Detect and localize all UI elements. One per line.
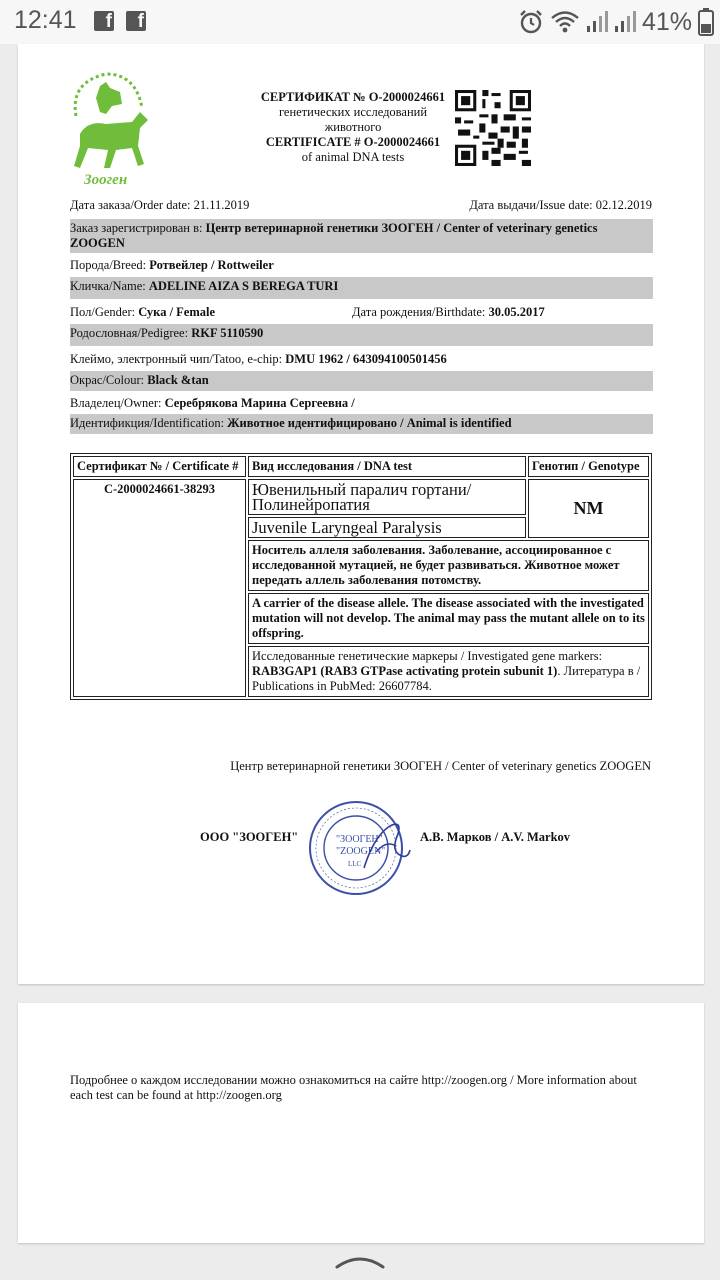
chip-label: Клеймо, электронный чип/Tatoo, e-chip: bbox=[70, 352, 286, 366]
breed-value: Ротвейлер / Rottweiler bbox=[149, 258, 274, 272]
name-row bbox=[70, 277, 653, 299]
test-name-en: Juvenile Laryngeal Paralysis bbox=[248, 517, 526, 538]
identification-row bbox=[70, 414, 653, 434]
colour-value: Black &tan bbox=[147, 373, 209, 387]
battery-percent: 41% bbox=[641, 7, 692, 36]
pedigree-row bbox=[70, 324, 653, 346]
header-dna-test: Вид исследования / DNA test bbox=[248, 456, 526, 477]
header-genotype: Генотип / Genotype bbox=[528, 456, 649, 477]
gender-value: Сука / Female bbox=[138, 305, 216, 319]
name-value: ADELINE AIZA S BEREGA TURI bbox=[148, 279, 339, 293]
markers-gene: RAB3GAP1 (RAB3 GTPase activating protein subunit 1) bbox=[252, 664, 558, 678]
breed-row bbox=[70, 256, 653, 275]
center-line: Центр ветеринарной генетики ЗООГЕН / Center of veterinary genetics ZOOGEN bbox=[230, 759, 651, 773]
results-table bbox=[70, 453, 652, 700]
status-time: 12:41 bbox=[14, 6, 77, 34]
owner-row bbox=[70, 394, 653, 413]
logo-text: Зоoген bbox=[84, 172, 128, 188]
registered-label: Заказ зарегистрирован в: bbox=[70, 221, 206, 235]
header-certificate: Сертификат № / Certificate # bbox=[73, 456, 246, 477]
registered-row bbox=[70, 219, 653, 253]
more-info-text: Подробнее о каждом исследовании можно ознакомиться на сайте http://zoogen.org / More information about each test can be found at http://zoogen.org bbox=[70, 1073, 637, 1102]
wifi-icon bbox=[550, 9, 580, 35]
owner-value: Серебрякова Марина Сергеевна / bbox=[164, 396, 355, 410]
test-name-ru: Ювенильный паралич гортани/Полинейропатия bbox=[248, 479, 526, 515]
chevron-up-icon[interactable] bbox=[335, 1251, 385, 1271]
signer-name: А.В. Марков / A.V. Markov bbox=[420, 830, 571, 844]
birthdate-value: 30.05.2017 bbox=[488, 305, 545, 319]
cert-subtitle-ru-1: генетических исследований bbox=[278, 105, 428, 119]
pedigree-label: Родословная/Pedigree: bbox=[70, 326, 192, 340]
order-date: Дата заказа/Order date: 21.11.2019 bbox=[70, 198, 250, 212]
cert-subtitle-en: of animal DNA tests bbox=[301, 150, 405, 164]
chip-row bbox=[70, 350, 653, 369]
colour-row bbox=[70, 371, 653, 391]
genotype-value: NM bbox=[528, 479, 649, 538]
qr-code bbox=[455, 90, 531, 166]
markers-suffix: . Литература в / Publications in PubMed: 26607784. bbox=[252, 664, 641, 693]
breed-label: Порода/Breed: bbox=[70, 258, 150, 272]
svg-text:LLC: LLC bbox=[348, 860, 362, 868]
colour-label: Окрас/Colour: bbox=[70, 373, 148, 387]
identification-value: Животное идентифицировано / Animal is identified bbox=[227, 416, 512, 430]
cert-subtitle-ru-2: животного bbox=[324, 120, 382, 134]
svg-text:"ЗООГЕН": "ЗООГЕН" bbox=[336, 834, 383, 845]
svg-text:"ZOOGEN": "ZOOGEN" bbox=[336, 846, 386, 857]
registered-value: Центр ветеринарной генетики ЗООГЕН / Center of veterinary genetics ZOOGEN bbox=[70, 221, 598, 250]
alarm-icon bbox=[518, 9, 544, 35]
gene-markers bbox=[248, 646, 649, 697]
issue-date: Дата выдачи/Issue date: 02.12.2019 bbox=[469, 198, 652, 212]
company-stamp bbox=[306, 796, 414, 900]
owner-label: Владелец/Owner: bbox=[70, 396, 165, 410]
info-page[interactable] bbox=[18, 1003, 704, 1243]
birthdate-label: Дата рождения/Birthdate: bbox=[352, 305, 489, 319]
identification-label: Идентификция/Identification: bbox=[70, 416, 228, 430]
signal-icon bbox=[586, 10, 608, 34]
certificate-number: С-2000024661-38293 bbox=[73, 479, 246, 697]
chip-value: DMU 1962 / 643094100501456 bbox=[285, 352, 447, 366]
cert-title-ru: СЕРТИФИКАТ № О-2000024661 bbox=[260, 90, 446, 104]
battery-icon bbox=[698, 8, 714, 36]
result-en: A carrier of the disease allele. The disease associated with the investigated mutation will not develop. The animal may pass the mutant allele on to its offspring. bbox=[248, 593, 649, 644]
result-ru: Носитель аллеля заболевания. Заболевание, ассоциированное с исследованной мутацией, не будет развиваться. Животное может передать аллель заболевания потомству. bbox=[248, 540, 649, 591]
markers-prefix: Исследованные генетические маркеры / Investigated gene markers: bbox=[252, 649, 603, 663]
facebook-icon: f bbox=[126, 11, 146, 31]
status-bar bbox=[0, 0, 720, 44]
signal-icon bbox=[614, 10, 636, 34]
cert-title-en: CERTIFICATE # О-2000024661 bbox=[265, 135, 441, 149]
facebook-icon: f bbox=[94, 11, 114, 31]
pedigree-value: RKF 5110590 bbox=[191, 326, 264, 340]
company-name: ООО "ЗООГЕН" bbox=[200, 830, 299, 844]
certificate-page[interactable] bbox=[18, 44, 704, 984]
zoogen-logo bbox=[66, 68, 150, 190]
gender-label: Пол/Gender: bbox=[70, 305, 139, 319]
name-label: Кличка/Name: bbox=[70, 279, 149, 293]
gender-row bbox=[70, 303, 653, 322]
